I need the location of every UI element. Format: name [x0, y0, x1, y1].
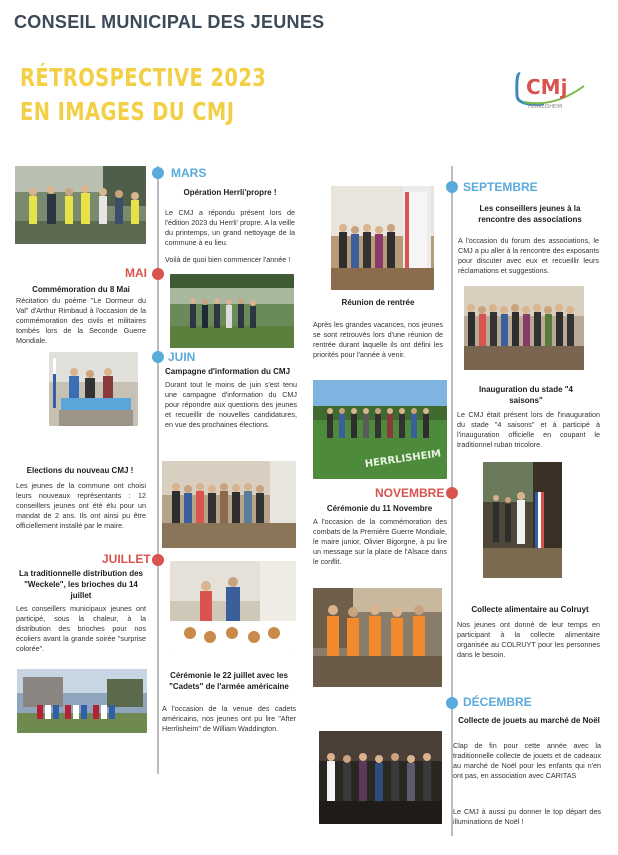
event-title-jouets: Collecte de jouets au marché de Noël [458, 716, 600, 725]
event-text-campagne: Durant tout le moins de juin s'est tenu une campagne d'information du CMJ pour répondre aux questions des jeunes et recueillir de nouvelles candidatures, en vue des prochaines élections. [165, 380, 297, 429]
photo-cadets [17, 669, 147, 733]
event-text-8-mai: Récitation du poème "Le Dormeur du Val" d'Arthur Rimbaud à l'occasion de la commémoration des civils et militaires tombés lors de la Seconde Guerre Mondiale. [16, 296, 146, 345]
timeline-right [451, 166, 453, 836]
event-title-colruyt: Collecte alimentaire au Colruyt [471, 605, 589, 614]
month-label-novembre: NOVEMBRE [375, 486, 445, 500]
photo-campagne [49, 352, 138, 426]
month-label-decembre: DÉCEMBRE [463, 695, 532, 709]
timeline-dot-juin [152, 351, 164, 363]
event-text-jouets-2: Le CMJ à aussi pu donner le top départ des illuminations de Noël ! [453, 807, 601, 826]
event-title-herrli-propre: Opération Herrli'propre ! [183, 188, 277, 197]
timeline-left [157, 166, 159, 774]
photo-8-mai [170, 274, 294, 348]
photo-elections [162, 461, 296, 548]
event-text-cadets: A l'occasion de la venue des cadets américains, nos jeunes ont pu lire "After Herrlisheim" de William Waddington. [162, 704, 296, 733]
photo-stade [313, 380, 447, 479]
photo-jouets [319, 731, 442, 824]
month-label-mars: MARS [171, 166, 207, 180]
photo-colruyt [313, 588, 442, 687]
event-title-campagne: Campagne d'information du CMJ [165, 367, 291, 376]
event-text-herrli-propre: Le CMJ a répondu présent lors de l'édition 2023 du Herrli' propre. A la veille du printemps, un grand nettoyage de la commune à eu lieu. [165, 208, 295, 247]
photo-herrli-propre [15, 166, 146, 244]
event-text-11-novembre: A l'occasion de la commémoration des combats de la Première Guerre Mondiale, le maire junior, Olivier Bigorgne, à pu lire un message sur la place de l'Alsace dans le conflit. [313, 517, 447, 566]
photo-11-novembre [483, 462, 562, 578]
event-text-herrli-propre-2: Voilà de quoi bien commencer l'année ! [165, 255, 291, 264]
event-text-weckele: Les conseillers municipaux jeunes ont participé, sous la chaleur, à la distribution des brioches pour nos écoliers avant la grande soirée "surprise colorée". [16, 604, 146, 653]
timeline-dot-novembre [446, 487, 458, 499]
month-label-juillet: JUILLET [102, 552, 151, 566]
hero-title-line2: EN IMAGES DU CMJ [20, 97, 235, 126]
event-title-cadets: Cérémonie le 22 juillet avec les "Cadets" de l'armée américaine [169, 671, 289, 691]
photo-rentree [331, 186, 434, 290]
event-title-stade: Inauguration du stade "4 saisons" [478, 385, 574, 405]
page-header-title: CONSEIL MUNICIPAL DES JEUNES [14, 12, 325, 32]
cmj-logo [514, 66, 592, 110]
event-title-8-mai: Commémoration du 8 Mai [32, 285, 130, 294]
logo-subtext: HERRLISHEIM [528, 104, 563, 110]
event-title-elections: Elections du nouveau CMJ ! [26, 466, 134, 475]
timeline-dot-mars [152, 167, 164, 179]
photo-associations [464, 286, 584, 370]
timeline-dot-septembre [446, 181, 458, 193]
stade-banner-text: HERRLISHEIM [364, 448, 442, 471]
event-text-colruyt: Nos jeunes ont donné de leur temps en participant à la collecte alimentaire organisée au COLRUYT pour les personnes dans le besoin. [457, 620, 600, 659]
event-title-11-novembre: Cérémonie du 11 Novembre [326, 504, 433, 513]
event-text-rentree: Après les grandes vacances, nos jeunes se sont retrouvés lors d'une réunion de rentrée durant laquelle ils ont défini les priorités pour l'année à venir. [313, 320, 443, 359]
event-title-weckele: La traditionnelle distribution des "Weckele", les brioches du 14 juillet [18, 569, 143, 600]
timeline-dot-decembre [446, 697, 458, 709]
photo-weckele [170, 561, 296, 655]
month-label-septembre: SEPTEMBRE [463, 180, 538, 194]
timeline-dot-mai [152, 268, 164, 280]
event-title-associations: Les conseillers jeunes à la rencontre des associations [478, 204, 582, 224]
event-text-elections: Les jeunes de la commune ont choisi leurs nouveaux représentants : 12 conseillers jeunes ont été élu pour un mandat de 2 ans. Ils ont ainsi pu être officiellement installé par le maire. [16, 481, 146, 530]
hero-title-line1: RÉTROSPECTIVE 2023 [20, 63, 267, 92]
event-text-stade: Le CMJ était présent lors de l'inauguration du stade "4 saisons" et à participé à l'inauguration officielle en coupant le traditionnel ruban tricolore. [457, 410, 600, 449]
logo-text: CMj [526, 75, 568, 99]
event-text-associations: A l'occasion du forum des associations, le CMJ a pu aller à la rencontre des exposants pour discuter avec eux et recueillir leurs réclamations et suggestions. [458, 236, 599, 275]
month-label-mai: MAI [125, 266, 147, 280]
month-label-juin: JUIN [168, 350, 196, 364]
event-text-jouets: Clap de fin pour cette année avec la traditionnelle collecte de jouets et de cadeaux au marché de Noël pour les enfants qui n'en ont pas, en association avec CARITAS [453, 741, 601, 780]
timeline-dot-juillet [152, 554, 164, 566]
event-title-rentree: Réunion de rentrée [341, 298, 415, 307]
